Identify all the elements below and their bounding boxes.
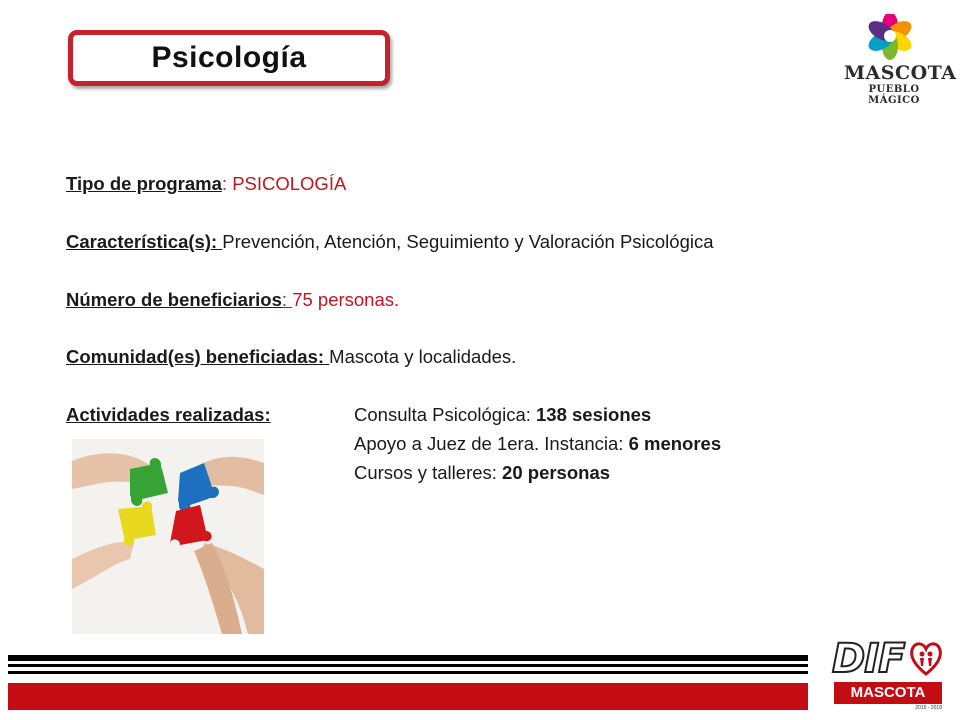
field-actividades-label-row: [66, 404, 271, 426]
dif-logo-text: DIF: [832, 636, 905, 682]
activity-count: 6 menores: [628, 433, 722, 454]
activity-item: [354, 404, 651, 426]
field-beneficiarios-label: Número de beneficiarios: [66, 289, 282, 310]
activity-text: Apoyo a Juez de 1era. Instancia:: [354, 433, 629, 454]
slide-title: Psicología: [151, 41, 307, 74]
heart-family-icon: [910, 640, 942, 676]
field-tipo-sep: :: [221, 173, 233, 194]
field-caracteristicas-value: Prevención, Atención, Seguimiento y Valoración Psicológica: [222, 231, 714, 252]
activity-text: Cursos y talleres:: [354, 462, 503, 483]
logo-word-pueblo-magico: PUEBLO MÁGICO: [868, 84, 920, 106]
field-beneficiarios-sep: :: [281, 289, 293, 310]
dif-logo-mascota-bar: MASCOTA: [834, 682, 942, 704]
black-stripe: [8, 655, 808, 661]
activity-item: [354, 462, 610, 484]
field-caracteristicas-label: Característica(s):: [66, 231, 223, 252]
dif-mascota-logo: [832, 636, 944, 712]
activity-count: 138 sesiones: [536, 404, 652, 425]
field-beneficiarios-value: 75 personas.: [292, 289, 400, 310]
field-comunidad: [66, 346, 516, 368]
field-comunidad-label: Comunidad(es) beneficiadas:: [66, 346, 330, 367]
field-actividades-label: Actividades realizadas:: [66, 404, 271, 425]
black-stripe: [8, 664, 808, 667]
field-tipo: [66, 173, 346, 195]
mascota-pueblo-magico-logo: [840, 14, 957, 106]
field-tipo-value: PSICOLOGÍA: [232, 173, 347, 194]
field-comunidad-value: Mascota y localidades.: [329, 346, 517, 367]
activity-count: 20 personas: [502, 462, 611, 483]
dif-logo-years: 2015 - 2018: [915, 705, 942, 711]
red-stripe: [8, 683, 808, 710]
field-beneficiarios: [66, 289, 399, 311]
field-tipo-label: Tipo de programa: [66, 173, 222, 194]
field-caracteristicas: [66, 231, 714, 253]
logo-word-mascota: MASCOTA: [844, 62, 957, 84]
black-stripe: [8, 671, 808, 674]
puzzle-hands-image: [72, 439, 264, 634]
activity-text: Consulta Psicológica:: [354, 404, 537, 425]
colorful-flower-icon: [862, 14, 918, 64]
slide-title-box: [68, 30, 390, 86]
activity-item: [354, 433, 721, 455]
